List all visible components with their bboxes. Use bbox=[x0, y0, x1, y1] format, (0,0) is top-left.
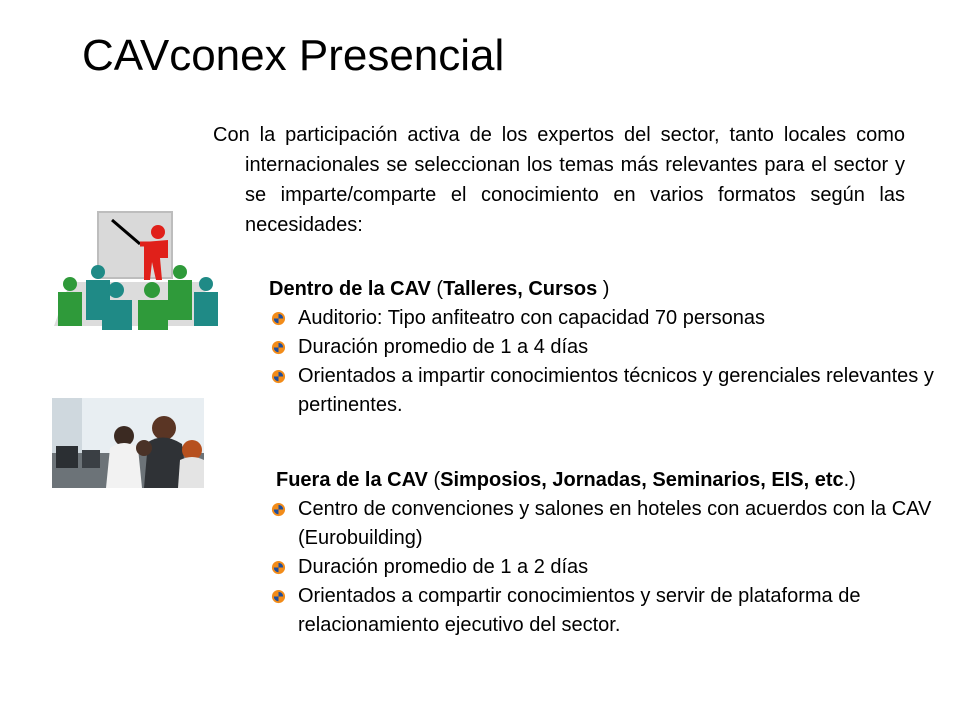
presentation-clipart bbox=[52, 210, 220, 330]
list-item bbox=[269, 553, 949, 582]
list-item bbox=[269, 304, 949, 333]
intro-paragraph: Con la participación activa de los expertos del sector, tanto locales como internacionales se seleccionan los temas más relevantes para el sector y se imparte/comparte el conocimiento en varios formatos según las necesidades: bbox=[213, 124, 905, 236]
bullet-list bbox=[269, 495, 949, 640]
section-heading-bold: Fuera de la CAV bbox=[276, 469, 428, 491]
list-item bbox=[269, 582, 898, 640]
section-heading-types: Talleres, Cursos bbox=[443, 278, 598, 300]
list-item-text: Centro de convenciones y salones en hoteles con acuerdos con la CAV (Eurobuilding) bbox=[298, 498, 932, 549]
swirl-bullet-icon bbox=[271, 560, 286, 575]
swirl-bullet-icon bbox=[271, 589, 286, 604]
list-item-text: Orientados a compartir conocimientos y servir de plataforma de relacionamiento ejecutivo del sector. bbox=[298, 585, 861, 636]
section-heading-bold: Dentro de la CAV bbox=[269, 278, 431, 300]
section-heading-paren: ( bbox=[427, 469, 441, 491]
bullet-list bbox=[269, 304, 949, 420]
list-item-text: Orientados a impartir conocimientos técnicos y gerenciales relevantes y pertinentes. bbox=[298, 365, 934, 416]
section-heading-paren: ) bbox=[597, 278, 610, 300]
section-heading bbox=[269, 275, 949, 304]
list-item-text: Duración promedio de 1 a 4 días bbox=[298, 336, 589, 358]
list-item bbox=[269, 362, 938, 420]
list-item bbox=[269, 333, 949, 362]
section-heading-types: Simposios, Jornadas, Seminarios, EIS, etc bbox=[440, 469, 844, 491]
section-heading-paren: .) bbox=[843, 469, 856, 491]
section-heading bbox=[269, 466, 949, 495]
list-item bbox=[269, 495, 938, 553]
section-heading-paren: ( bbox=[430, 278, 444, 300]
swirl-bullet-icon bbox=[271, 369, 286, 384]
list-item-text: Auditorio: Tipo anfiteatro con capacidad 70 personas bbox=[298, 307, 765, 329]
section-outside-cav bbox=[269, 466, 949, 640]
swirl-bullet-icon bbox=[271, 340, 286, 355]
swirl-bullet-icon bbox=[271, 502, 286, 517]
swirl-bullet-icon bbox=[271, 311, 286, 326]
classroom-photo bbox=[52, 398, 204, 488]
slide-title: CAVconex Presencial bbox=[82, 31, 505, 80]
section-inside-cav bbox=[269, 275, 949, 420]
list-item-text: Duración promedio de 1 a 2 días bbox=[298, 556, 589, 578]
